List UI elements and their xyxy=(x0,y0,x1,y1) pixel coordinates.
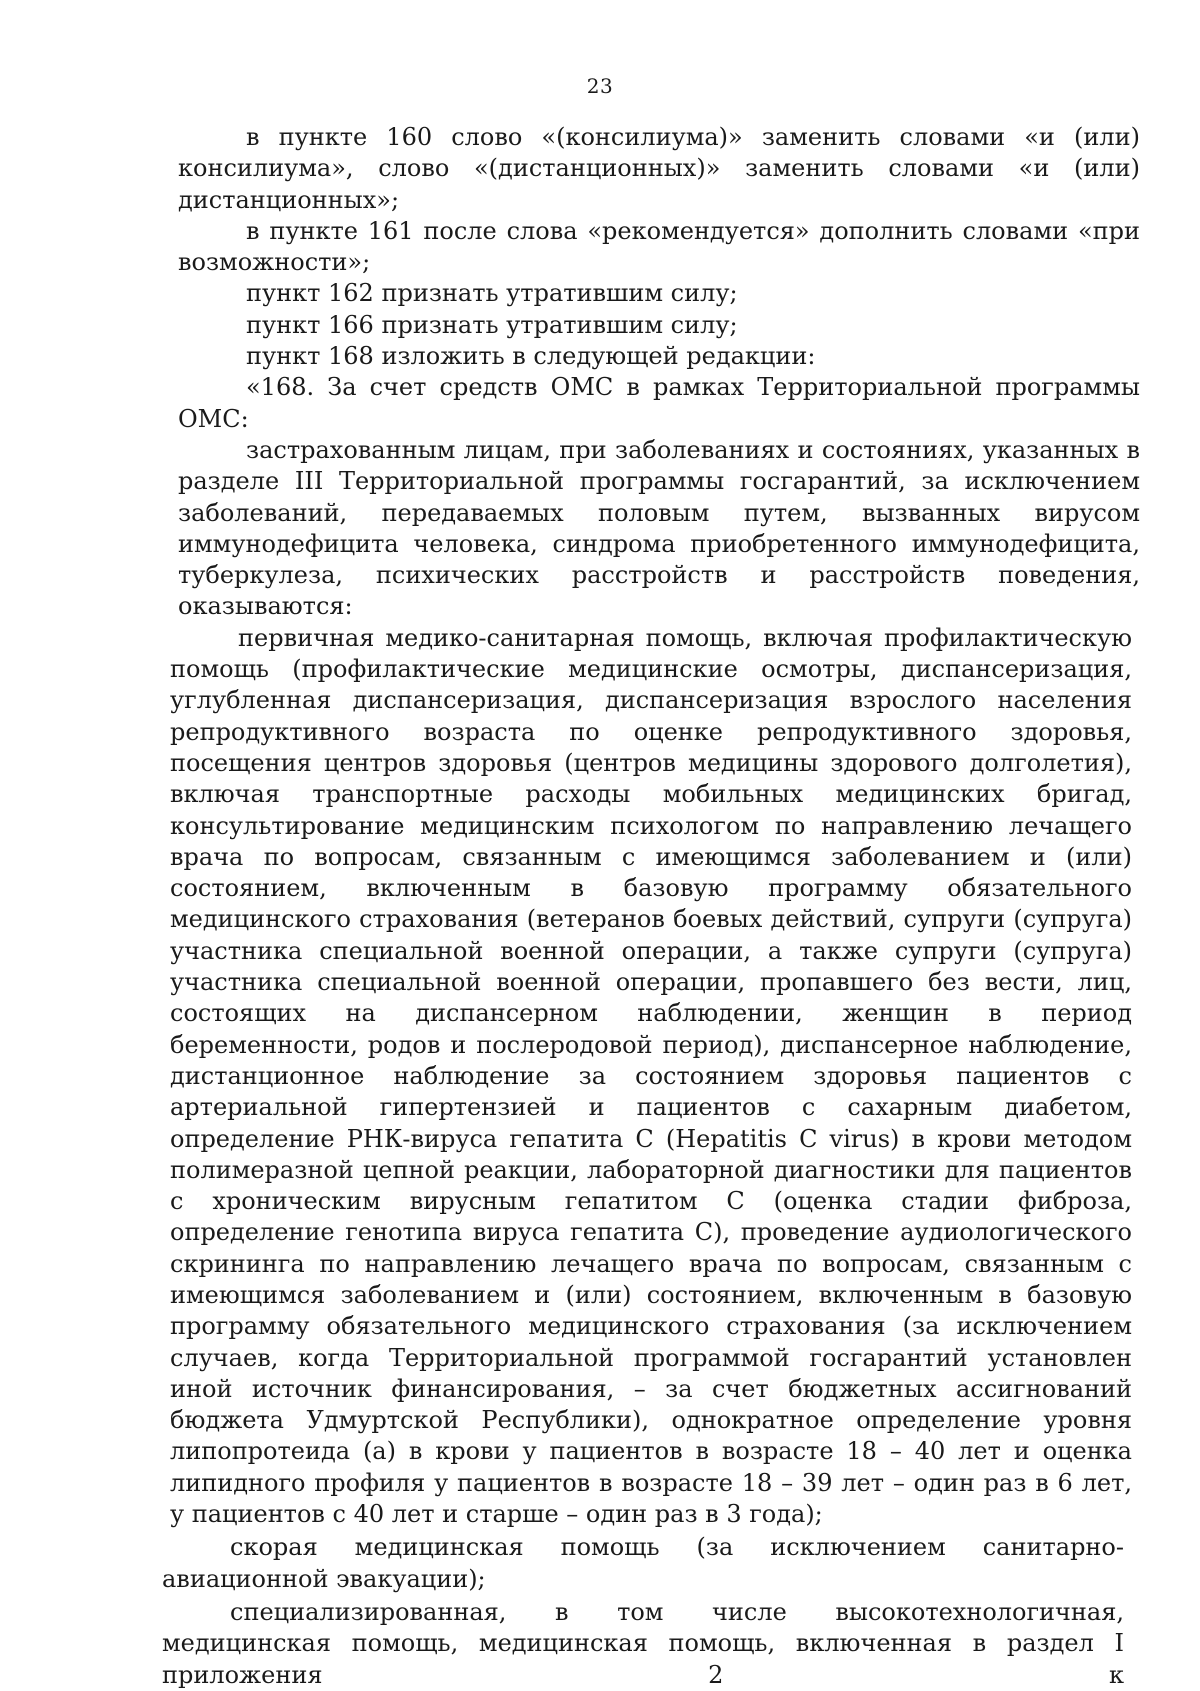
paragraph-primary-care: первичная медико-санитарная помощь, включая профилактическую помощь (профилактические медицинские осмотры, диспансеризация, углубленная диспансеризация, диспансеризация взрослого населения репродуктивного возраста по оценке репродуктивного здоровья, посещения центров здоровья (центров медицины здорового долголетия), включая транспортные расходы мобильных медицинских бригад, консультирование медицинским психологом по направлению лечащего врача по вопросам, связанным с имеющимся заболеванием и (или) состоянием, включенным в базовую программу обязательного медицинского страхования (ветеранов боевых действий, супруги (супруга) участника специальной военной операции, а также супруги (супруга) участника специальной военной операции, пропавшего без вести, лиц, состоящих на диспансерном наблюдении, женщин в период беременности, родов и послеродовой период), диспансерное наблюдение, дистанционное наблюдение за состоянием здоровья пациентов с артериальной гипертензией и пациентов с сахарным диабетом, определение РНК-вируса гепатита С (Hepatitis C virus) в крови методом полимеразной цепной реакции, лабораторной диагностики для пациентов с хроническим вирусным гепатитом С (оценка стадии фиброза, определение генотипа вируса гепатита С), проведение аудиологического скрининга по направлению лечащего врача по вопросам, связанным с имеющимся заболеванием и (или) состоянием, включенным в базовую программу обязательного медицинского страхования (за исключением случаев, когда Территориальной программой госгарантий установлен иной источник финансирования, – за счет бюджетных ассигнований бюджета Удмуртской Республики), однократное определение уровня липопротеида (а) в крови у пациентов в возрасте 18 – 40 лет и оценка липидного профиля у пациентов в возрасте 18 – 39 лет – один раз в 6 лет, у пациентов с 40 лет и старше – один раз в 3 года); xyxy=(170,623,1132,1529)
paragraph-insured-persons: застрахованным лицам, при заболеваниях и состояниях, указанных в разделе III Территориальной программы госгарантий, за исключением заболеваний, передаваемых половым путем, вызванных вирусом иммунодефицита человека, синдрома приобретенного иммунодефицита, туберкулеза, психических расстройств и расстройств поведения, оказываются: xyxy=(178,435,1140,621)
paragraph-specialized-care: специализированная, в том числе высокотехнологичная, медицинская помощь, медицинская помощь, включенная в раздел I приложения 2 к xyxy=(162,1597,1124,1689)
paragraph-item-166: пункт 166 признать утратившим силу; xyxy=(246,310,738,339)
paragraph-item-162: пункт 162 признать утратившим силу; xyxy=(246,279,738,308)
paragraph-emergency-care: скорая медицинская помощь (за исключением санитарно-авиационной эвакуации); xyxy=(162,1533,1124,1593)
paragraph-item-160: в пункте 160 слово «(консилиума)» заменить словами «и (или) консилиума», слово «(дистанционных)» заменить словами «и (или) дистанционных»; xyxy=(178,123,1140,214)
paragraph-item-168-intro: пункт 168 изложить в следующей редакции: xyxy=(246,342,816,371)
paragraph-item-168-heading: «168. За счет средств ОМС в рамках Территориальной программы ОМС: xyxy=(178,373,1140,433)
paragraph-item-161: в пункте 161 после слова «рекомендуется» дополнить словами «при возможности»; xyxy=(178,216,1140,277)
page-number: 23 xyxy=(586,74,614,98)
document-body xyxy=(162,122,1140,1691)
